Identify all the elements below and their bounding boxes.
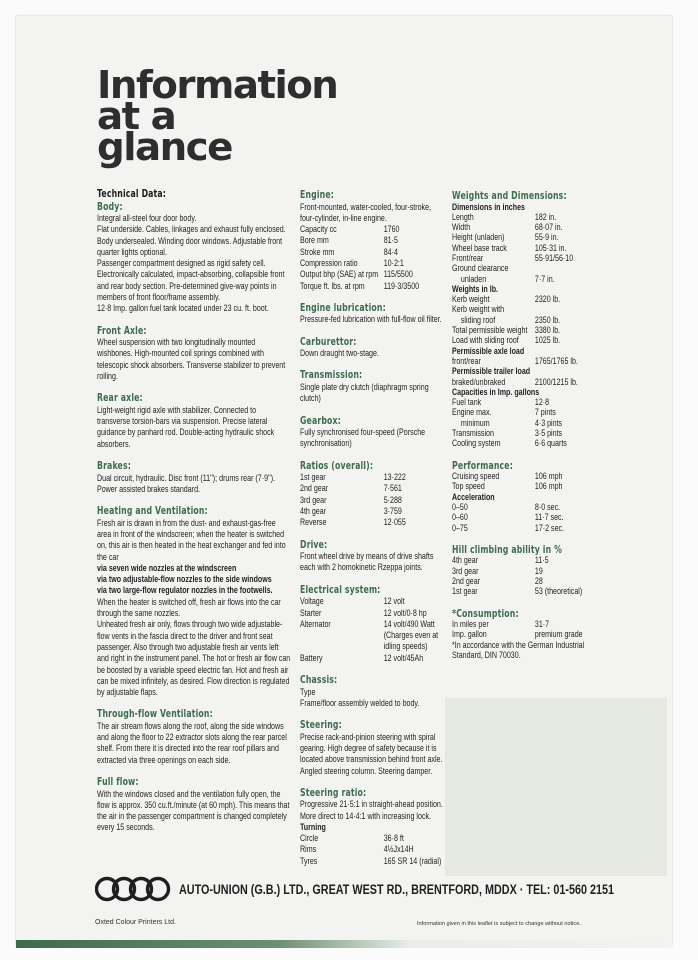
body-text: Light-weight rigid axle with stabilizer. Connected to transverse torsion-bars via suspension. Precise lateral guidance by panhard rod. Double-acting hydraulic shock absorbers.: [97, 404, 275, 450]
spec-row: [300, 495, 444, 506]
spec-value: 165 SR 14 (radial): [383, 855, 442, 867]
body-text: Frame/floor assembly welded to body.: [300, 697, 420, 709]
spec-label: Imp. gallon: [452, 629, 487, 641]
spec-label: Torque ft. lbs. at rpm: [300, 280, 365, 292]
spec-label: 3rd gear: [300, 494, 327, 506]
spec-label: Voltage: [300, 596, 324, 608]
body-text: via two adjustable-flow nozzles to the side windows: [97, 574, 272, 586]
spec-value: 14 volt/490 Watt (Charges even at idling speeds): [383, 618, 439, 653]
section-heading: Engine:: [300, 189, 335, 201]
spec-row: [452, 524, 600, 534]
spec-label: Tyres: [300, 855, 318, 867]
spec-subheading: Capacities in Imp. gallons: [452, 386, 540, 398]
spec-value: 4½Jx14H: [383, 844, 414, 856]
spec-value: 2320 lb.: [534, 294, 561, 306]
spec-label: 2nd gear: [300, 483, 329, 495]
spec-label: In miles per: [452, 619, 489, 631]
spec-value: 11·5: [534, 555, 549, 567]
section-heading: Electrical system:: [300, 583, 381, 596]
spec-value: 2350 lb.: [534, 314, 561, 326]
spec-label: 4th gear: [300, 506, 327, 518]
spec-value: 53 (theoretical): [534, 586, 583, 598]
spec-row: [452, 213, 600, 223]
section-heading: Front Axle:: [97, 324, 147, 337]
spec-subheading: Dimensions in inches: [452, 201, 525, 213]
section-front-axle: [97, 325, 291, 383]
section-heating-and-ventilation: [97, 505, 291, 698]
page-title: [97, 63, 338, 169]
spec-value: 7 pints: [534, 407, 556, 419]
section-heading: Body:: [97, 200, 123, 213]
body-text: Pressure-fed lubrication with full-flow oil filter.: [300, 314, 442, 326]
section-body: [97, 201, 291, 315]
spec-row: [300, 619, 444, 653]
section-hill-climbing-ability-in: [452, 544, 600, 598]
spec-label: Cooling system: [452, 438, 501, 450]
photo-placeholder-area: [445, 698, 667, 876]
spec-row: [300, 235, 444, 246]
spec-label: Load with sliding roof: [452, 335, 519, 347]
audi-four-rings-icon: [95, 876, 171, 902]
spec-value: 7·561: [383, 483, 402, 495]
spec-value: 55·9 in.: [534, 232, 559, 244]
body-text: Dual circuit, hydraulic. Disc front (11''); drums rear (7·9''). Power assisted brakes standard.: [97, 472, 276, 495]
body-text: Fresh air is drawn in from the dust- and exhaust-gas-free area in front of the windscreen; when the heater is switched on, this air is then heated in the heat exchanger and fed into the car: [97, 517, 286, 563]
spec-value: 105·31 in.: [534, 242, 567, 254]
column-technical-data: [97, 188, 291, 844]
section-heading: Technical Data:: [97, 188, 167, 200]
printer-credit: Oxted Colour Printers Ltd.: [95, 919, 176, 926]
spec-row: [300, 224, 444, 235]
section-through-flow-ventilation: [97, 708, 291, 766]
spec-value: 3380 lb.: [534, 325, 561, 337]
spec-label: Rims: [300, 844, 317, 856]
spec-value: 6·6 quarts: [534, 438, 567, 450]
footer-address-line: [95, 876, 698, 902]
section-heading: Gearbox:: [300, 414, 341, 427]
body-text: Wheel suspension with two longitudinally mounted wishbones. High-mounted coil springs combined with telescopic shock absorbers. Transverse stabilizer to prevent rolling.: [97, 337, 286, 383]
body-text: When the heater is switched off, fresh air flows into the car through the same nozzles.: [97, 596, 281, 620]
spec-value: 3·5 pints: [534, 428, 563, 440]
spec-label: Cruising speed: [452, 471, 500, 483]
spec-value: 84·4: [383, 246, 398, 258]
section-heading: Rear axle:: [97, 392, 143, 405]
section-heading: Weights and Dimensions:: [452, 190, 567, 202]
column-weights-performance: [452, 190, 600, 671]
title-line: at a: [97, 94, 176, 138]
title-line: Information: [97, 63, 338, 107]
spec-value: 11·7 sec.: [534, 512, 564, 524]
section-heading: Carburettor:: [300, 335, 357, 348]
spec-value: 115/5500: [383, 269, 413, 281]
spec-row: [300, 653, 444, 664]
spec-value: 12 volt/45Ah: [383, 652, 424, 664]
body-text: via seven wide nozzles at the windscreen: [97, 562, 237, 574]
spec-value: 5·288: [383, 494, 402, 506]
body-text: Single plate dry clutch (diaphragm spring clutch): [300, 381, 429, 405]
section-heading: Chassis:: [300, 674, 338, 687]
spec-label: Wheel base track: [452, 242, 507, 254]
spec-label: Top speed: [452, 481, 485, 493]
spec-label: Fuel tank: [452, 397, 482, 409]
spec-row: [300, 472, 444, 483]
spec-value: 13·222: [383, 472, 406, 484]
body-text: Unheated fresh air only, flows through two wide adjustable-flow vents in the fascia direct to the driver and front seat passenger. Also through two adjustable fresh air vents left and right in the instrument panel. The hot or fresh air flow can be boosted by a variable speed electric fan. Hot and fresh air can be mixed infinitely, as desired. Flow direction is regulated by adjustable flaps.: [97, 619, 291, 699]
body-text: Flat underside. Cables, linkages and exhaust fully enclosed. Body undersealed. Winding door windows. Adjustable front quarter lights optional.: [97, 224, 286, 258]
section-heading: Steering:: [300, 719, 342, 732]
spec-value: 55·91/56·10: [534, 252, 574, 264]
section-technical-data: [97, 188, 291, 201]
spec-row: [452, 513, 600, 523]
spec-value: 8·0 sec.: [534, 502, 561, 514]
spec-label: Starter: [300, 607, 322, 619]
spec-value: 31·7: [534, 619, 550, 631]
spec-row: [300, 608, 444, 619]
section-consumption: [452, 608, 600, 662]
spec-value: 36·8 ft: [383, 833, 404, 845]
spec-value: 68·07 in.: [534, 222, 563, 234]
spec-value: premium grade: [534, 629, 583, 641]
section-steering-ratio: [300, 787, 444, 867]
spec-value: 7·7 in.: [534, 273, 555, 285]
body-text: Ground clearance: [452, 263, 509, 275]
spec-row: [452, 439, 600, 449]
green-border-strip: [16, 940, 672, 948]
body-text: Passenger compartment designed as rigid safety cell. Electronically calculated, impact-absorbing, collapsible front and rear body section. Pre-determined give-way points in members of front floor/frame assembly.: [97, 258, 285, 304]
spec-value: 2100/1215 lb.: [534, 376, 578, 388]
disclaimer: Information given in this leaflet is subject to change without notice.: [417, 921, 581, 927]
spec-value: 28: [534, 576, 543, 587]
body-text: Fully synchronised four-speed (Porsche synchronisation): [300, 427, 426, 450]
section-heading: Heating and Ventilation:: [97, 505, 208, 518]
spec-value: 106 mph: [534, 471, 563, 483]
body-text: Integral all-steel four door body.: [97, 213, 197, 224]
spec-label: front/rear: [452, 355, 481, 367]
spec-label: Compression ratio: [300, 257, 358, 269]
section-heading: Ratios (overall):: [300, 459, 374, 472]
spec-label: Front/rear: [452, 252, 484, 264]
spec-label: 1st gear: [300, 472, 326, 484]
body-text: Precise rack-and-pinion steering with spiral gearing. High degree of safety because it is located above transmission behind front axle. Angled steering column. Steering damper.: [300, 731, 443, 777]
body-text: Front wheel drive by means of drive shafts each with 2 homokinetic Rzeppa joints.: [300, 551, 434, 574]
body-text: Type: [300, 686, 316, 698]
spec-value: 1765/1765 lb.: [534, 355, 578, 367]
section-heading: *Consumption:: [452, 607, 519, 620]
spec-row: [300, 281, 444, 292]
spec-subheading: Permissible trailer load: [452, 366, 531, 378]
section-full-flow: [97, 776, 291, 834]
spec-value: 4·3 pints: [534, 417, 563, 429]
spec-label: Engine max.: [452, 407, 492, 419]
section-brakes: [97, 460, 291, 495]
section-heading: Full flow:: [97, 776, 139, 789]
spec-row: [452, 587, 600, 597]
section-heading: Transmission:: [300, 369, 363, 382]
spec-value: 12 volt/0·8 hp: [383, 607, 427, 619]
spec-label: unladen: [460, 273, 487, 285]
section-heading: Engine lubrication:: [300, 301, 386, 314]
spec-value: 81·5: [383, 235, 398, 247]
spec-subheading: Acceleration: [452, 491, 495, 503]
section-heading: Hill climbing ability in %: [452, 543, 563, 556]
spec-value: 106 mph: [534, 481, 563, 493]
spec-value: 17·2 sec.: [534, 522, 565, 534]
spec-subheading: Permissible axle load: [452, 345, 525, 357]
section-electrical-system: [300, 584, 444, 664]
spec-label: Length: [452, 211, 474, 223]
spec-label: Reverse: [300, 517, 327, 529]
spec-row: [300, 833, 444, 844]
body-text: The air stream flows along the roof, along the side windows and along the floor to 22 extractor slots along the rear parcel shelf. From there it is directed into the rear roof pillars and extracted via three openings on each side.: [97, 720, 287, 766]
body-text: Kerb weight with: [452, 304, 505, 316]
section-gearbox: [300, 415, 444, 450]
spec-label: Output bhp (SAE) at rpm: [300, 269, 379, 281]
spec-row: [300, 269, 444, 280]
spec-row: [300, 596, 444, 607]
body-text: Progressive 21·5:1 in straight-ahead position. More direct to 14·4:1 with increasing lock.: [300, 799, 443, 822]
spec-value: 3·759: [383, 506, 402, 518]
spec-label: braked/unbraked: [452, 376, 506, 388]
spec-label: Transmission: [452, 428, 494, 440]
spec-value: 10·2:1: [383, 257, 404, 269]
spec-value: 12·055: [383, 517, 406, 529]
section-steering: [300, 719, 444, 777]
section-transmission: [300, 369, 444, 404]
section-heading: Drive:: [300, 538, 328, 551]
spec-value: 1025 lb.: [534, 335, 561, 347]
section-heading: Brakes:: [97, 460, 132, 473]
spec-row: [300, 844, 444, 855]
body-text: With the windows closed and the ventilation fully open, the flow is approx. 350 cu.ft./minute (at 60 mph). This means that the air in the passenger compartment is changed completely every 15 seconds.: [97, 788, 290, 834]
spec-value: 12·8: [534, 397, 550, 409]
section-ratios-overall: [300, 460, 444, 529]
spec-label: minimum: [460, 417, 490, 429]
spec-label: Circle: [300, 833, 319, 845]
spec-label: Width: [452, 222, 471, 234]
spec-row: [300, 517, 444, 528]
column-engine-chassis: [300, 189, 444, 877]
spec-subheading: Turning: [300, 821, 326, 833]
spec-value: 119·3/3500: [383, 280, 420, 292]
spec-row: [300, 247, 444, 258]
spec-label: 0–50: [452, 502, 468, 514]
spec-label: 4th gear: [452, 555, 479, 567]
section-heading: Through-flow Ventilation:: [97, 708, 213, 721]
section-rear-axle: [97, 392, 291, 450]
spec-label: 1st gear: [452, 586, 478, 598]
spec-value: 1760: [383, 224, 400, 236]
spec-label: Total permissible weight: [452, 325, 528, 337]
spec-value: 12 volt: [383, 596, 405, 608]
spec-label: 0–75: [452, 522, 468, 534]
section-heading: Performance:: [452, 459, 513, 472]
spec-label: Height (unladen): [452, 232, 505, 244]
title-line: glance: [97, 125, 232, 169]
spec-value: 182 in.: [534, 211, 557, 223]
spec-label: Battery: [300, 652, 323, 664]
body-text: Front-mounted, water-cooled, four-stroke, four-cylinder, in-line engine.: [300, 201, 432, 224]
body-text: via two large-flow regulator nozzles in the footwells.: [97, 585, 273, 597]
body-text: 12·8 Imp. gallon fuel tank located under 23 cu. ft. boot.: [97, 303, 269, 315]
section-drive: [300, 539, 444, 574]
section-engine: [300, 189, 444, 292]
body-text: Down draught two-stage.: [300, 348, 379, 360]
section-chassis: [300, 674, 444, 709]
spec-label: 3rd gear: [452, 565, 479, 577]
section-carburettor: [300, 336, 444, 360]
section-performance: [452, 460, 600, 534]
spec-row: [300, 856, 444, 867]
section-weights-and-dimensions: [452, 190, 600, 450]
company-address: AUTO-UNION (G.B.) LTD., GREAT WEST RD., BRENTFORD, MDDX · TEL: 01-560 2151: [179, 881, 615, 897]
spec-label: Stroke mm: [300, 246, 335, 258]
spec-row: [300, 258, 444, 269]
spec-row: [300, 506, 444, 517]
section-engine-lubrication: [300, 302, 444, 326]
spec-row: [300, 483, 444, 494]
spec-label: sliding roof: [460, 314, 496, 326]
spec-label: Kerb weight: [452, 294, 490, 306]
spec-label: Alternator: [300, 618, 331, 630]
spec-label: 0–60: [452, 512, 468, 524]
section-heading: Steering ratio:: [300, 786, 367, 799]
body-text: *In accordance with the German Industrial Standard, DIN 70030.: [452, 639, 585, 661]
spec-subheading: Weights in lb.: [452, 283, 499, 295]
spec-value: 19: [534, 565, 543, 577]
spec-label: Bore mm: [300, 235, 329, 247]
spec-label: Capacity cc: [300, 224, 337, 236]
spec-label: 2nd gear: [452, 576, 481, 587]
spec-row: [452, 503, 600, 513]
